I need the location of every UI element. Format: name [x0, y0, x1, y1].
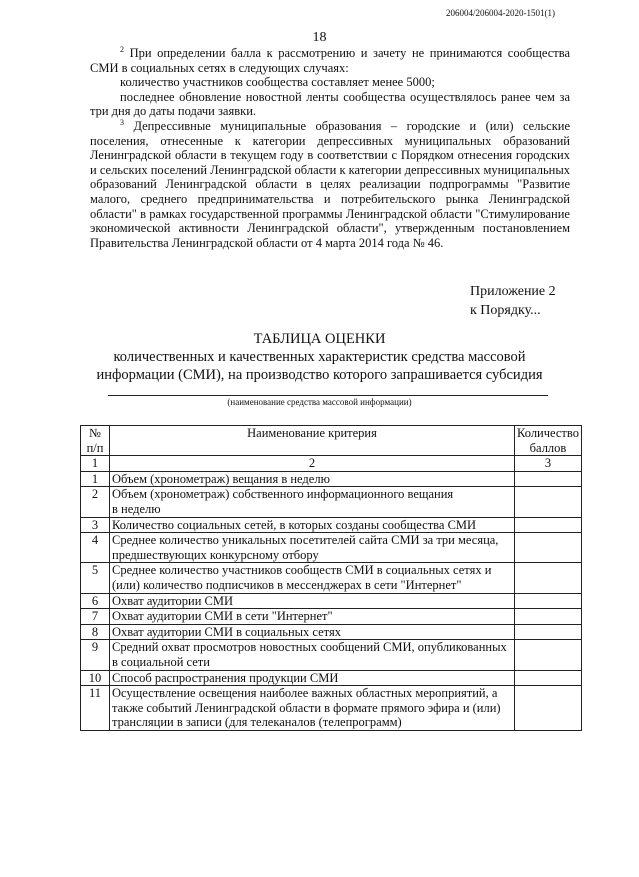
table-row — [81, 471, 582, 487]
footnote-3-marker: 3 — [120, 117, 124, 127]
col-number-1: 1 — [81, 456, 110, 472]
footnote-2 — [90, 46, 570, 75]
footnote-2-text: При определении балла к рассмотрению и зачету не принимаются сообщества СМИ в социальных сетях в следующих случаях: — [90, 46, 570, 75]
page-number: 18 — [312, 30, 327, 45]
footnote-2-item-1: количество участников сообщества составляет менее 5000; — [120, 75, 435, 90]
row-score — [515, 471, 582, 487]
header-num: № п/п — [81, 426, 110, 456]
appendix-label — [470, 282, 556, 320]
col-number-3: 3 — [515, 456, 582, 472]
row-number: 3 — [81, 517, 110, 533]
row-number: 2 — [81, 487, 110, 517]
row-number: 8 — [81, 624, 110, 640]
row-criterion: Охват аудитории СМИ в социальных сетях — [110, 624, 515, 640]
header-criterion: Наименование критерия — [110, 426, 515, 456]
row-criterion: Осуществление освещения наиболее важных областных мероприятий, а также событий Ленинградской области в формате прямого эфира и (или) трансляции в записи (для телеканалов (телепрограмм) — [110, 686, 515, 731]
appendix-line-2: к Порядку... — [470, 303, 541, 318]
row-criterion: Объем (хронометраж) собственного информационного вещания в неделю — [110, 487, 515, 517]
row-criterion: Охват аудитории СМИ в сети "Интернет" — [110, 609, 515, 625]
row-number: 1 — [81, 471, 110, 487]
table-row — [81, 487, 582, 517]
table-row — [81, 593, 582, 609]
row-score — [515, 533, 582, 563]
row-criterion: Количество социальных сетей, в которых созданы сообщества СМИ — [110, 517, 515, 533]
row-number: 10 — [81, 670, 110, 686]
col-number-2: 2 — [110, 456, 515, 472]
row-score — [515, 686, 582, 731]
criteria-table — [80, 425, 582, 731]
row-number: 4 — [81, 533, 110, 563]
table-row — [81, 686, 582, 731]
smi-name-caption: (наименование средства массовой информации) — [227, 397, 412, 407]
row-number: 11 — [81, 686, 110, 731]
table-row — [81, 624, 582, 640]
table-row — [81, 609, 582, 625]
table-row — [81, 670, 582, 686]
row-score — [515, 593, 582, 609]
table-title — [0, 330, 639, 384]
title-main: ТАБЛИЦА ОЦЕНКИ — [253, 331, 386, 347]
row-number: 6 — [81, 593, 110, 609]
footnote-2-item-2: последнее обновление новостной ленты сообщества осуществлялось ранее чем за три дня до даты подачи заявки. — [90, 89, 570, 119]
header-score: Количество баллов — [515, 426, 582, 456]
table-row — [81, 517, 582, 533]
table-row — [81, 533, 582, 563]
title-line-2: количественных и качественных характеристик средства массовой — [113, 349, 526, 365]
footnote-3-text: Депрессивные муниципальные образования – городские и (или) сельские поселения, отнесенные к категории депрессивных муниципальных образований Ленинградской области в текущем году в соответствии с Порядком отнесения городских и сельских поселений Ленинградской области к категории депрессивных муниципальных образований Ленинградской области в целях реализации подпрограммы "Развитие малого, среднего предпринимательства и потребительского рынка Ленинградской области" в рамках государственной программы Ленинградской области "Стимулирование экономической активности Ленинградской области", утвержденным постановлением Правительства Ленинградской области от 4 марта 2014 года № 46. — [90, 118, 571, 250]
row-score — [515, 624, 582, 640]
footnotes — [90, 46, 570, 250]
table-header-row — [81, 426, 582, 456]
row-score — [515, 640, 582, 670]
row-criterion: Объем (хронометраж) вещания в неделю — [110, 471, 515, 487]
row-criterion: Охват аудитории СМИ — [110, 593, 515, 609]
document-id: 206004/206004-2020-1501(1) — [446, 8, 555, 18]
table-row — [81, 563, 582, 593]
table-row — [81, 640, 582, 670]
footnote-3 — [90, 119, 570, 250]
row-number: 5 — [81, 563, 110, 593]
row-score — [515, 563, 582, 593]
column-number-row — [81, 456, 582, 472]
row-number: 7 — [81, 609, 110, 625]
row-score — [515, 670, 582, 686]
row-criterion: Среднее количество участников сообществ СМИ в социальных сетях и (или) количество подписчиков в мессенджерах в сети "Интернет" — [110, 563, 515, 593]
row-score — [515, 609, 582, 625]
row-criterion: Средний охват просмотров новостных сообщений СМИ, опубликованных в социальной сети — [110, 640, 515, 670]
appendix-line-1: Приложение 2 — [470, 284, 556, 299]
row-criterion: Среднее количество уникальных посетителей сайта СМИ за три месяца, предшествующих конкурсному отбору — [110, 533, 515, 563]
title-line-3: информации (СМИ), на производство которого запрашивается субсидия — [96, 367, 543, 383]
row-criterion: Способ распространения продукции СМИ — [110, 670, 515, 686]
row-score — [515, 487, 582, 517]
smi-name-underline — [108, 395, 548, 396]
row-score — [515, 517, 582, 533]
footnote-2-marker: 2 — [120, 45, 124, 54]
row-number: 9 — [81, 640, 110, 670]
